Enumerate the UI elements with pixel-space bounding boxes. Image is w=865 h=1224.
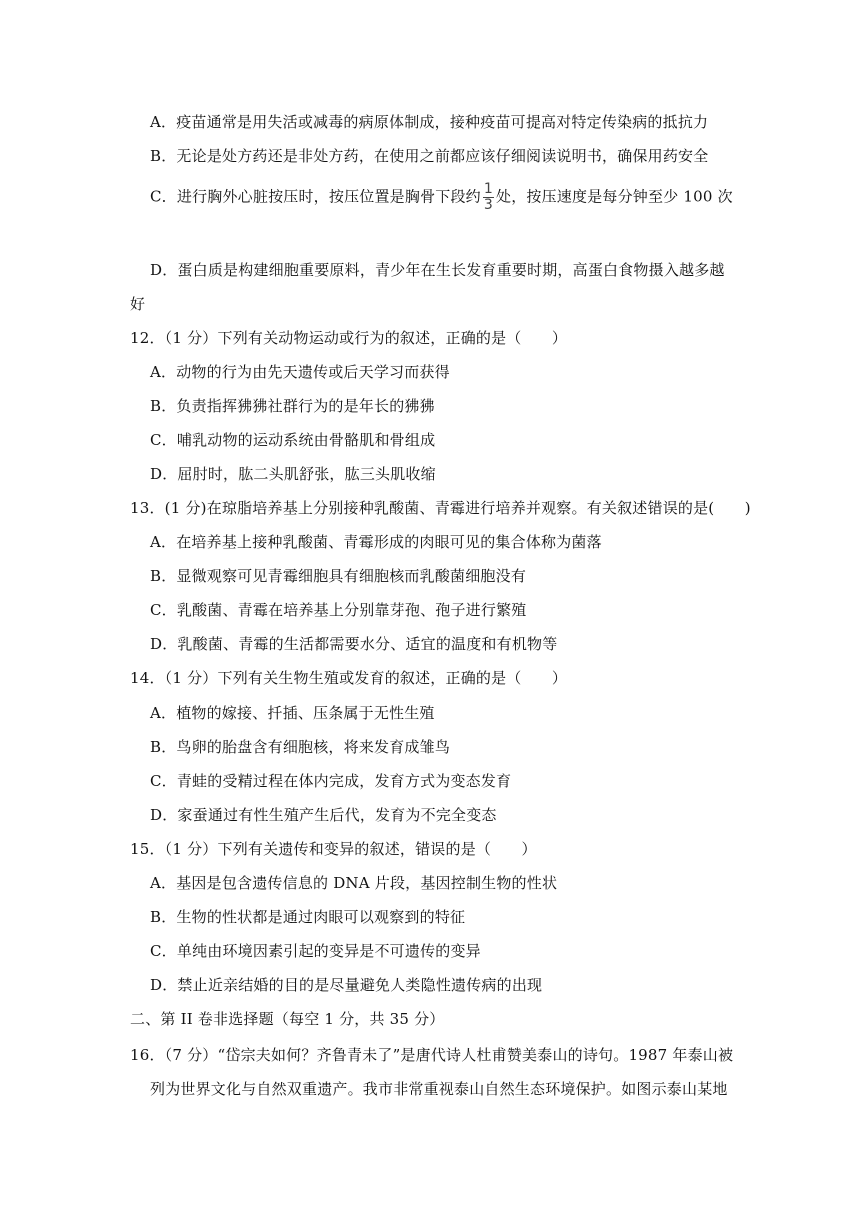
q11-option-d-line1: D．蛋白质是构建细胞重要原料，青少年在生长发育重要时期，高蛋白食物摄入越多越 bbox=[150, 261, 725, 279]
q13-option-a: A．在培养基上接种乳酸菌、青霉形成的肉眼可见的集合体称为菌落 bbox=[150, 533, 602, 551]
q16-stem-line2: 列为世界文化与自然双重遗产。我市非常重视泰山自然生态环境保护。如图示泰山某地 bbox=[150, 1080, 728, 1098]
q14-option-d: D．家蚕通过有性生殖产生后代，发育为不完全变态 bbox=[150, 806, 497, 824]
q12-stem: 12．（1 分）下列有关动物运动或行为的叙述，正确的是（ ） bbox=[130, 329, 568, 347]
fraction-numerator: 1 bbox=[483, 181, 493, 197]
q12-option-d: D．屈肘时，肱二头肌舒张，肱三头肌收缩 bbox=[150, 465, 436, 483]
q13-stem: 13．(1 分)在琼脂培养基上分别接种乳酸菌、青霉进行培养并观察。有关叙述错误的是( ) bbox=[130, 499, 751, 517]
q16-stem-line1: 16．（7 分）“岱宗夫如何？齐鲁青未了”是唐代诗人杜甫赞美泰山的诗句。1987 年泰山被 bbox=[130, 1046, 734, 1064]
one-third-fraction bbox=[483, 182, 494, 213]
q12-option-b: B．负责指挥狒狒社群行为的是年长的狒狒 bbox=[150, 397, 435, 415]
q12-option-c: C．哺乳动物的运动系统由骨骼肌和骨组成 bbox=[150, 431, 436, 449]
q11-option-d-line2: 好 bbox=[130, 295, 146, 313]
q15-option-a: A．基因是包含遗传信息的 DNA 片段，基因控制生物的性状 bbox=[150, 874, 558, 892]
q13-option-b: B．显微观察可见青霉细胞具有细胞核而乳酸菌细胞没有 bbox=[150, 567, 527, 585]
q15-option-c: C．单纯由环境因素引起的变异是不可遗传的变异 bbox=[150, 942, 481, 960]
q11-option-a: A．疫苗通常是用失活或减毒的病原体制成，接种疫苗可提高对特定传染病的抵抗力 bbox=[150, 113, 709, 131]
q11-option-b: B．无论是处方药还是非处方药，在使用之前都应该仔细阅读说明书，确保用药安全 bbox=[150, 147, 709, 165]
q12-option-a: A．动物的行为由先天遗传或后天学习而获得 bbox=[150, 363, 450, 381]
q14-option-c: C．青蛙的受精过程在体内完成，发育方式为变态发育 bbox=[150, 772, 512, 790]
fraction-denominator: 3 bbox=[483, 197, 493, 213]
q13-option-d: D．乳酸菌、青霉的生活都需要水分、适宜的温度和有机物等 bbox=[150, 635, 558, 653]
q15-option-d: D．禁止近亲结婚的目的是尽量避免人类隐性遗传病的出现 bbox=[150, 976, 543, 994]
q11-option-c bbox=[150, 182, 733, 213]
q14-option-a: A．植物的嫁接、扦插、压条属于无性生殖 bbox=[150, 704, 435, 722]
q13-option-c: C．乳酸菌、青霉在培养基上分别靠芽孢、孢子进行繁殖 bbox=[150, 601, 527, 619]
section-heading: 二、第 II 卷非选择题（每空 1 分，共 35 分） bbox=[130, 1010, 445, 1028]
q11-option-c-text-after: 处，按压速度是每分钟至少 100 次 bbox=[496, 187, 733, 206]
q15-stem: 15．（1 分）下列有关遗传和变异的叙述，错误的是（ ） bbox=[130, 840, 537, 858]
q14-option-b: B．鸟卵的胎盘含有细胞核，将来发育成雏鸟 bbox=[150, 738, 451, 756]
q11-option-c-text-before: C．进行胸外心脏按压时，按压位置是胸骨下段约 bbox=[150, 187, 481, 206]
q14-stem: 14．（1 分）下列有关生物生殖或发育的叙述，正确的是（ ） bbox=[130, 669, 568, 687]
q15-option-b: B．生物的性状都是通过肉眼可以观察到的特征 bbox=[150, 908, 466, 926]
